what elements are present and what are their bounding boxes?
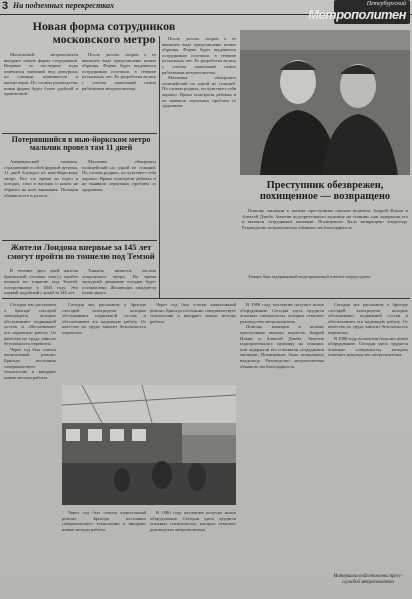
column-rule bbox=[159, 36, 160, 298]
article2-col2 bbox=[82, 159, 156, 234]
article1-col1 bbox=[4, 52, 78, 132]
divider bbox=[2, 133, 157, 134]
article5-col3b-text: В 1986 году коллектив получил новое оборудование. Сегодня здесь трудятся опытные специалисты, которых отмечает руководство метрополитена. bbox=[150, 510, 236, 532]
article4-body bbox=[242, 208, 408, 274]
article5-col4-text: В 1986 году коллектив получил новое оборудование. Сегодня здесь трудятся опытные специалисты, которых отмечает руководство метрополитена. bbox=[240, 302, 324, 324]
article5-col1 bbox=[4, 302, 56, 596]
article5-col3b bbox=[150, 510, 236, 596]
article3-title: Жители Лондона впервые за 145 лет смогут пройти по тоннелю под Темзой bbox=[7, 242, 155, 261]
article5-col5 bbox=[328, 302, 408, 572]
article1-col1-text: Московский метрополитен внедряет новую форму сотрудников. Впервые за последние годы изменится внешний вид дежурных по станции, машинистов и контролеров. По словам руководства, новая форма будет более удобной и практичной. bbox=[4, 52, 78, 97]
article5-col2 bbox=[62, 302, 146, 382]
middle-column-text-2: Мальчика обнаружил полицейский на одной из станций. По словам родных, он чувствует себя хорошо. Врачи осмотрели ребенка и не выявили серьезных проблем со здоровьем. bbox=[162, 75, 236, 109]
article4-title: Преступник обезврежен, похищенное — возвращено bbox=[259, 180, 391, 203]
article5-col3 bbox=[150, 302, 236, 382]
article5-col1-text: Сегодня мы расскажем о бригаде слесарей электродепо, которые обслуживают подвижной состав и обеспечивают его надежную работу. От качества их труда зависит безопасность перевозок. bbox=[4, 302, 56, 347]
article1-title: Новая форма сотрудников московского метро bbox=[32, 19, 176, 46]
article4-court-text: Теперь быв задержанный подозреваемый ответит перед судом. bbox=[248, 274, 371, 279]
article4-court bbox=[242, 274, 408, 296]
page-number: 3 bbox=[2, 0, 9, 12]
section-title: На подземных перекрестках bbox=[13, 1, 115, 10]
photo-depot bbox=[62, 385, 236, 505]
article5-col4-text-2: Помощь милиции в поимке преступника оказали водитель Андрей Ильин и Алексей Дзюба. Заметив подозрительного мужчину на станции, они задержали его и вызвали сотрудников милиции. Похищенное было возвращено владельцу. Руководство метрополитена объявило им благодарность. bbox=[240, 324, 324, 369]
article1-col2 bbox=[82, 52, 156, 132]
article1-col2-text: После долгих споров о ее внешнем виде представлены новые образцы. Форма будет выдаваться сотрудникам поэтапно, в течение нескольких лет. Ее разработка велась с учетом пожеланий самих работников метрополитена. bbox=[82, 52, 156, 91]
article5-col2b bbox=[62, 510, 146, 596]
article3-col2 bbox=[82, 268, 156, 296]
article5-col2b-text: Через год был освоен капитальный ремонт. Бригада постоянно совершенствует технологию и внедряет новые методы работы. bbox=[62, 510, 146, 532]
article5-col3-text: Через год был освоен капитальный ремонт. Бригада постоянно совершенствует технологию и внедряет новые методы работы. bbox=[150, 302, 236, 324]
masthead-title: Метрополитен bbox=[308, 7, 406, 22]
article3-col1-text: В течение двух дней жители британской столицы смогут пройти пешком по тоннелю под Темзой, построенному в 1843 году. Это первый подобный случай за 145 лет. bbox=[4, 268, 78, 296]
article5-col5-text-2: В 1986 году коллектив получил новое оборудование. Сегодня здесь трудятся опытные специалисты, которых отмечает руководство метрополитена. bbox=[328, 335, 408, 358]
article2-col1 bbox=[4, 159, 78, 234]
article2-title: Потерявшийся в нью-йоркском метро мальчик провел там 11 дней bbox=[11, 135, 151, 153]
middle-column bbox=[162, 36, 236, 294]
divider bbox=[2, 298, 410, 299]
article3-col2-text: Тоннель является частью лондонского метро. На время экскурсий движение поездов будет остановлено. Желающих ожидается очень много. bbox=[82, 268, 156, 296]
article2-col2-text: Мальчика обнаружил полицейский на одной из станций. По словам родных, он чувствует себя хорошо. Врачи осмотрели ребенка и не выявили серьезных проблем со здоровьем. bbox=[82, 159, 156, 192]
article5-col4 bbox=[240, 302, 324, 596]
article5-col2-text: Сегодня мы расскажем о бригаде слесарей электродепо, которые обслуживают подвижной состав и обеспечивают его надежную работу. От качества их труда зависит безопасность перевозок. bbox=[62, 302, 146, 335]
divider bbox=[2, 240, 157, 241]
footer-note: Материалы подготовлены пресс-службой метрополитена bbox=[333, 574, 403, 585]
article4-body-text: Помощь милиции в поимке преступника оказали водитель Андрей Ильин и Алексей Дзюба. Заметив подозрительного мужчину на станции, они задержали его и вызвали сотрудников милиции. Похищенное было возвращено владельцу. Руководство метрополитена объявило им благодарность. bbox=[242, 208, 408, 230]
article5-col1-text-2: Через год был освоен капитальный ремонт. Бригада постоянно совершенствует технологию и внедряет новые методы работы. bbox=[4, 346, 56, 380]
article5-col5-text: Сегодня мы расскажем о бригаде слесарей электродепо, которые обслуживают подвижной состав и обеспечивают его надежную работу. От качества их труда зависит безопасность перевозок. bbox=[328, 302, 408, 335]
article2-col1-text: Американский мальчик, страдающий особой формой аутизма, 11 дней блуждал по нью-йоркскому метро. Все это время он ездил в поездах, спал в вагонах и никто не обратил на него внимания. Полиция объявила его в розыск. bbox=[4, 159, 78, 198]
middle-column-text-1: После долгих споров о ее внешнем виде представлены новые образцы. Форма будет выдаваться сотрудникам поэтапно, в течение нескольких лет. Ее разработка велась с учетом пожеланий самих работников метрополитена. bbox=[162, 36, 236, 75]
masthead-subtitle: Петербургский bbox=[366, 1, 406, 7]
article3-col1 bbox=[4, 268, 78, 296]
masthead-logo bbox=[308, 0, 410, 24]
photo-two-men bbox=[240, 30, 410, 175]
